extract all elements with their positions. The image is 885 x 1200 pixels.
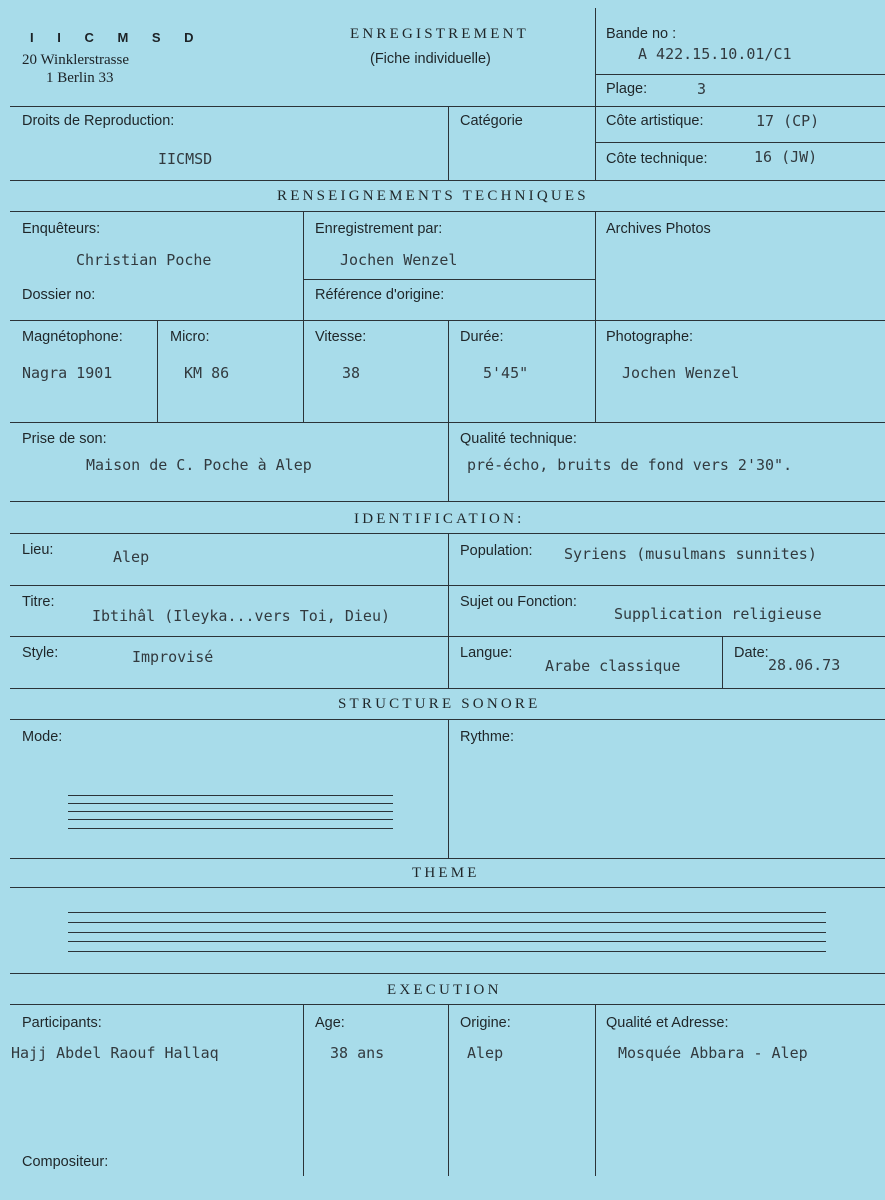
divider <box>595 1004 596 1176</box>
reference-label: Référence d'origine: <box>315 287 445 303</box>
population-label: Population: <box>460 543 533 559</box>
divider <box>595 8 596 180</box>
micro-value: KM 86 <box>184 364 230 382</box>
section-title: IDENTIFICATION: <box>354 511 525 527</box>
population-value: Syriens (musulmans sunnites) <box>564 545 817 563</box>
divider <box>595 74 885 75</box>
plage-label: Plage: <box>606 81 648 97</box>
enregistrement-value: Jochen Wenzel <box>340 251 458 269</box>
divider <box>595 142 885 143</box>
divider <box>448 106 449 180</box>
droits-value: IICMSD <box>158 150 213 168</box>
photographe-value: Jochen Wenzel <box>622 364 740 382</box>
qualite-technique-value: pré-écho, bruits de fond vers 2'30". <box>467 456 793 474</box>
divider <box>10 887 885 888</box>
section-title: STRUCTURE SONORE <box>338 696 541 712</box>
vitesse-label: Vitesse: <box>315 329 367 345</box>
compositeur-label: Compositeur: <box>22 1154 109 1170</box>
divider <box>157 320 158 422</box>
divider <box>595 211 596 422</box>
org-logo: I I C M S D <box>30 30 204 45</box>
section-title: THEME <box>412 865 480 881</box>
style-label: Style: <box>22 645 59 661</box>
enqueteurs-label: Enquêteurs: <box>22 221 101 237</box>
participants-label: Participants: <box>22 1015 102 1031</box>
cote-artistique-value: 17 (CP) <box>756 112 820 130</box>
cote-technique-value: 16 (JW) <box>754 148 818 166</box>
vitesse-value: 38 <box>342 364 361 382</box>
section-title: RENSEIGNEMENTS TECHNIQUES <box>277 188 589 204</box>
divider <box>10 211 885 212</box>
origine-value: Alep <box>467 1044 504 1062</box>
qualite-technique-label: Qualité technique: <box>460 431 577 447</box>
micro-label: Micro: <box>170 329 210 345</box>
magnetophone-label: Magnétophone: <box>22 329 123 345</box>
langue-label: Langue: <box>460 645 513 661</box>
qualite-adresse-value: Mosquée Abbara - Alep <box>618 1044 808 1062</box>
participants-value: Hajj Abdel Raouf Hallaq <box>11 1044 219 1062</box>
dossier-label: Dossier no: <box>22 287 96 303</box>
card-title: ENREGISTREMENT <box>350 26 529 42</box>
divider <box>10 973 885 974</box>
cote-technique-label: Côte technique: <box>606 151 708 167</box>
divider <box>10 858 885 859</box>
age-value: 38 ans <box>330 1044 385 1062</box>
bande-value: A 422.15.10.01/C1 <box>638 45 792 63</box>
categorie-label: Catégorie <box>460 113 523 129</box>
divider <box>303 279 595 280</box>
prise-de-son-label: Prise de son: <box>22 431 107 447</box>
divider <box>722 636 723 688</box>
archives-photos-label: Archives Photos <box>606 221 711 237</box>
address-line: 1 Berlin 33 <box>46 70 114 86</box>
address-line: 20 Winklerstrasse <box>22 52 130 68</box>
age-label: Age: <box>315 1015 345 1031</box>
origine-label: Origine: <box>460 1015 511 1031</box>
enregistrement-label: Enregistrement par: <box>315 221 443 237</box>
date-value: 28.06.73 <box>768 656 841 674</box>
bande-label: Bande no : <box>606 26 677 42</box>
magnetophone-value: Nagra 1901 <box>22 364 113 382</box>
divider <box>303 1004 304 1176</box>
droits-label: Droits de Reproduction: <box>22 113 175 129</box>
mode-label: Mode: <box>22 729 63 745</box>
photographe-label: Photographe: <box>606 329 694 345</box>
lieu-label: Lieu: <box>22 542 54 558</box>
langue-value: Arabe classique <box>545 657 681 675</box>
qualite-adresse-label: Qualité et Adresse: <box>606 1015 729 1031</box>
rythme-label: Rythme: <box>460 729 514 745</box>
sujet-value: Supplication religieuse <box>614 605 822 623</box>
enqueteurs-value: Christian Poche <box>76 251 212 269</box>
titre-label: Titre: <box>22 594 55 610</box>
divider <box>448 533 449 688</box>
divider <box>10 501 885 502</box>
titre-value: Ibtihâl (Ileyka...vers Toi, Dieu) <box>92 607 391 625</box>
cote-artistique-label: Côte artistique: <box>606 113 704 129</box>
date-label: Date: <box>734 645 769 661</box>
divider <box>448 719 449 858</box>
duree-value: 5'45" <box>483 364 529 382</box>
section-title: EXECUTION <box>387 982 502 998</box>
plage-value: 3 <box>697 80 707 98</box>
lieu-value: Alep <box>113 548 150 566</box>
divider <box>303 211 304 422</box>
prise-de-son-value: Maison de C. Poche à Alep <box>86 456 312 474</box>
sujet-label: Sujet ou Fonction: <box>460 594 577 610</box>
divider <box>448 1004 449 1176</box>
divider <box>10 180 885 181</box>
style-value: Improvisé <box>132 648 214 666</box>
duree-label: Durée: <box>460 329 504 345</box>
divider <box>448 320 449 501</box>
divider <box>10 688 885 689</box>
card-subtitle: (Fiche individuelle) <box>370 51 491 67</box>
